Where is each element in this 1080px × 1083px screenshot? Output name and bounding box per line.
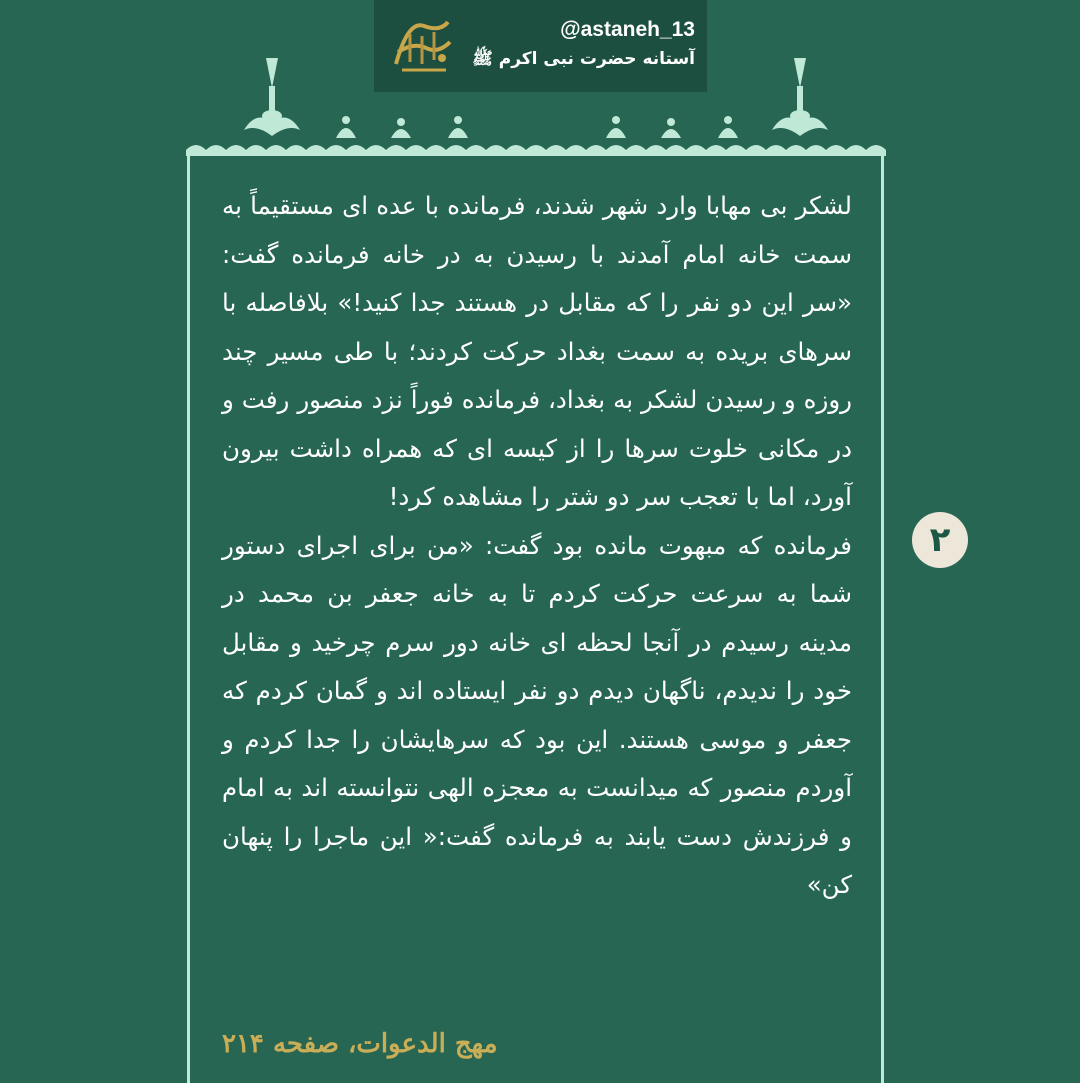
story-text [222,182,852,910]
paragraph-2: فرمانده که مبهوت مانده بود گفت: «من برای اجرای دستور شما به سرعت حرکت کردم تا به خانه جعفر بن محمد در مدینه رسیدم در آنجا لحظه ای خانه دور سرم چرخید و مقابل خود را ندیدم، ناگهان دیدم دو نفر ایستاده اند و گمان کردم که جعفر و موسی هستند. این بود که سرهایشان را جدا کردم و آوردم منصور که میدانست به معجزه الهی نتوانسته اند به امام و فرزندش دست یابند به فرمانده گفت:« این ماجرا را پنهان کن» [222,530,852,899]
org-name: آستانه حضرت نبی اکرم ﷺ [472,49,695,69]
source-citation: مهج الدعوات، صفحه ۲۱۴ [222,1029,498,1059]
ornament-border [186,58,886,168]
paragraph-1: لشکر بی مهابا وارد شهر شدند، فرمانده با عده ای مستقیماً به سمت خانه امام آمدند با رسیدن به در خانه فرمانده گفت: «سر این دو نفر را که مقابل در هستند جدا کنید!» بلافاصله با سرهای بریده به سمت بغداد حرکت کردند؛ با طی مسیر چند روزه و رسیدن لشکر به بغداد، فرمانده فوراً نزد منصور رفت و در مکانی خلوت سرها را از کیسه ای که همراه داشت بیرون آورد، اما با تعجب سر دو شتر را مشاهده کرد! [222,191,852,511]
page-number-badge: ۲ [912,512,968,568]
account-handle: @astaneh_13 [560,18,695,41]
